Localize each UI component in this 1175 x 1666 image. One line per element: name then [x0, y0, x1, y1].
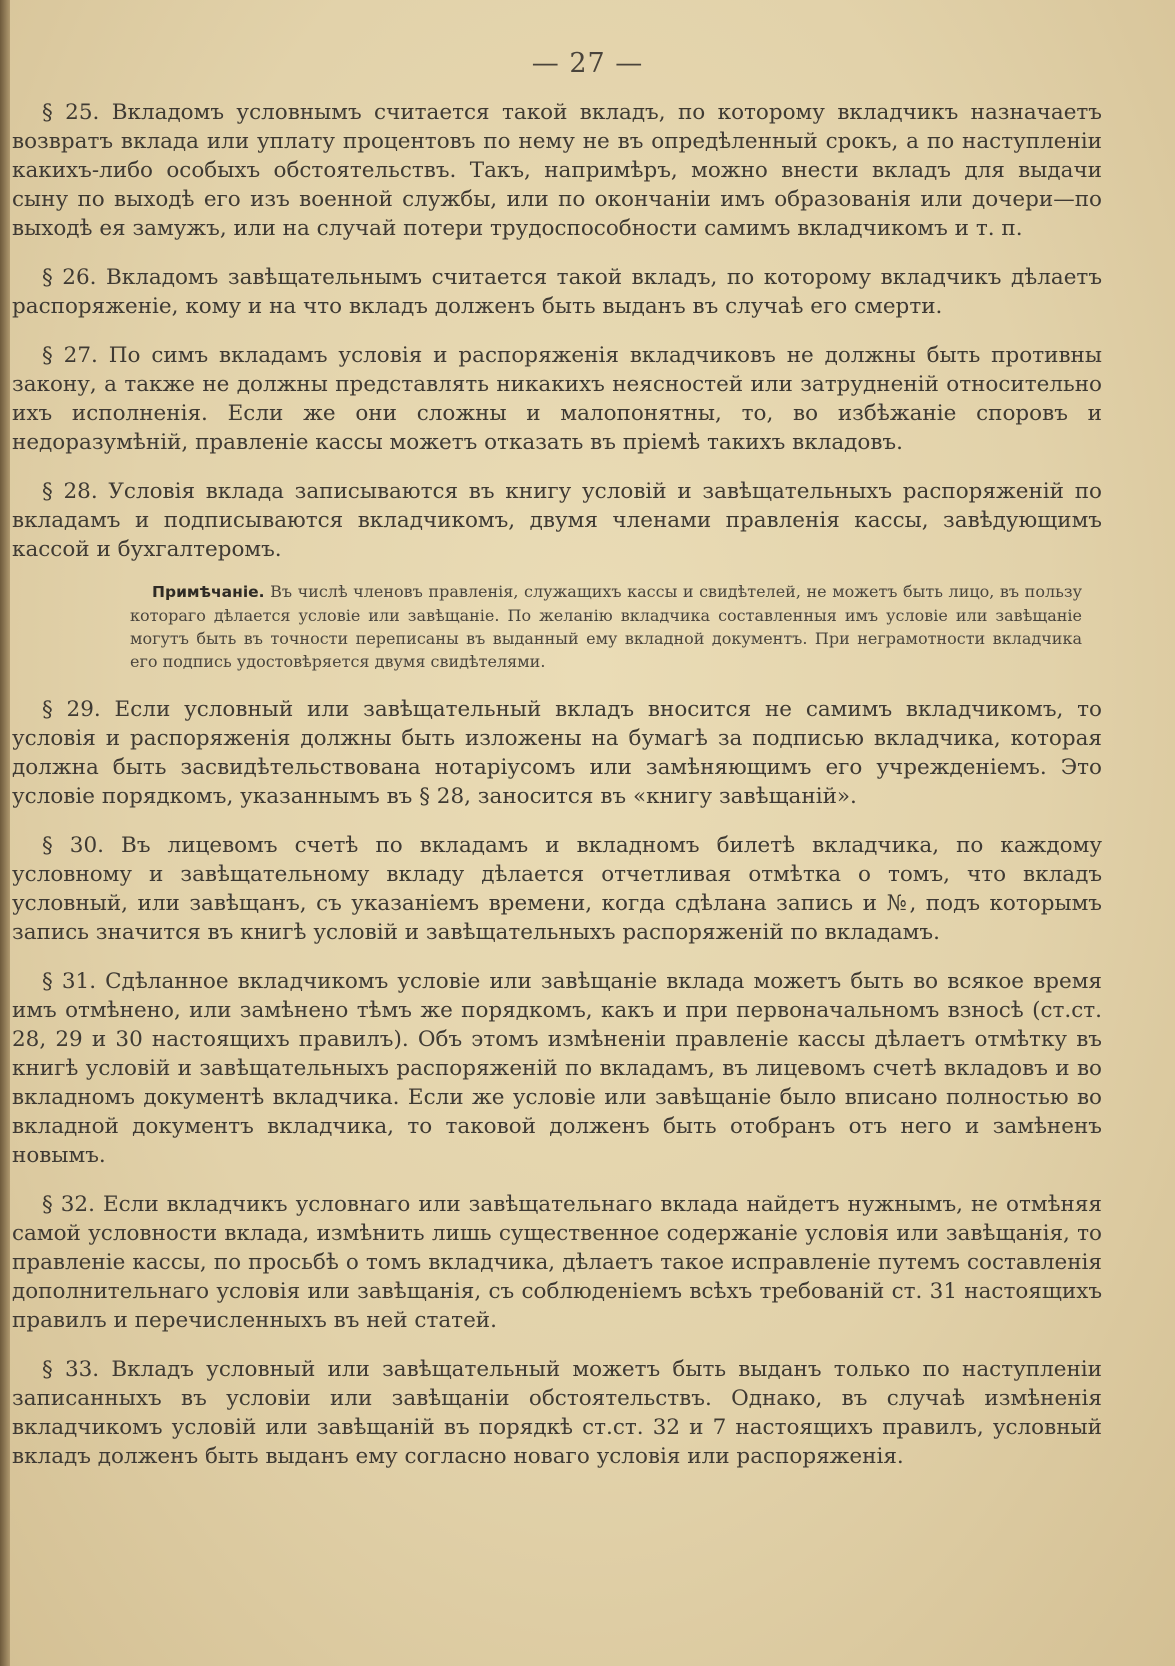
page-number: — 27 —	[531, 48, 644, 79]
paragraph-32: § 32. Если вкладчикъ условнаго или завѣщательнаго вклада найдетъ нужнымъ, не отмѣняя самой условности вклада, измѣнить лишь существенное содержаніе условія или завѣщанія, то правленіе кассы, по просьбѣ о томъ вкладчика, дѣлаетъ такое исправленіе путемъ составленія дополнительнаго условія или завѣщанія, съ соблюденіемъ всѣхъ требованій ст. 31 настоящихъ правилъ и перечисленныхъ въ ней статей.	[12, 1192, 1102, 1333]
note-text: Въ числѣ членовъ правленія, служащихъ кассы и свидѣтелей, не можетъ быть лицо, въ пользу котораго дѣлается условіе или завѣщаніе. По желанію вкладчика составленныя имъ условіе или завѣщаніе могутъ быть въ точности переписаны въ выданный ему вкладной документъ. При неграмотности вкладчика его подпись удостовѣряется двумя свидѣтелями.	[130, 582, 1082, 671]
paragraph-33: § 33. Вкладъ условный или завѣщательный можетъ быть выданъ только по наступленіи записанныхъ въ условіи или завѣщаніи обстоятельствъ. Однако, въ случаѣ измѣненія вкладчикомъ условій или завѣщаній въ порядкѣ ст.ст. 32 и 7 настоящихъ правилъ, условный вкладъ долженъ быть выданъ ему согласно новаго условія или распоряженія.	[12, 1357, 1102, 1469]
note-label: Примѣчаніе.	[152, 583, 265, 601]
note-block	[130, 580, 1082, 673]
book-spine-edge	[0, 0, 10, 1666]
paragraph-28: § 28. Условія вклада записываются въ книгу условій и завѣщательныхъ распоряженій по вкладамъ и подписываются вкладчикомъ, двумя членами правленія кассы, завѣдующимъ кассой и бухгалтеромъ.	[12, 479, 1102, 562]
paragraph-30: § 30. Въ лицевомъ счетѣ по вкладамъ и вкладномъ билетѣ вкладчика, по каждому условному и завѣщательному вкладу дѣлается отчетливая отмѣтка о томъ, что вкладъ условный, или завѣщанъ, съ указаніемъ времени, когда сдѣлана запись и №, подъ которымъ запись значится въ книгѣ условій и завѣщательныхъ распоряженій по вкладамъ.	[12, 833, 1102, 945]
paragraph-25: § 25. Вкладомъ условнымъ считается такой вкладъ, по которому вкладчикъ назначаетъ возвратъ вклада или уплату процентовъ по нему не въ опредѣленный срокъ, а по наступленіи какихъ-либо особыхъ обстоятельствъ. Такъ, напримѣръ, можно внести вкладъ для выдачи сыну по выходѣ его изъ военной службы, или по окончаніи имъ образованія или дочери—по выходѣ ея замужъ, или на случай потери трудоспособности самимъ вкладчикомъ и т. п.	[12, 100, 1102, 241]
paragraph-27: § 27. По симъ вкладамъ условія и распоряженія вкладчиковъ не должны быть противны закону, а также не должны представлять никакихъ неясностей или затрудненій относительно ихъ исполненія. Если же они сложны и малопонятны, то, во избѣжаніе споровъ и недоразумѣній, правленіе кассы можетъ отказать въ пріемѣ такихъ вкладовъ.	[12, 343, 1102, 455]
paragraph-26: § 26. Вкладомъ завѣщательнымъ считается такой вкладъ, по которому вкладчикъ дѣлаетъ распоряженіе, кому и на что вкладъ долженъ быть выданъ въ случаѣ его смерти.	[12, 265, 1102, 319]
paragraph-31: § 31. Сдѣланное вкладчикомъ условіе или завѣщаніе вклада можетъ быть во всякое время имъ отмѣнено, или замѣнено тѣмъ же порядкомъ, какъ и при первоначальномъ взносѣ (ст.ст. 28, 29 и 30 настоящихъ правилъ). Объ этомъ измѣненіи правленіе кассы дѣлаетъ отмѣтку въ книгѣ условій и завѣщательныхъ распоряженій по вкладамъ, въ лицевомъ счетѣ вкладовъ и во вкладномъ документѣ вкладчика. Если же условіе или завѣщаніе было вписано полностью во вкладной документъ вкладчика, то таковой долженъ быть отобранъ отъ него и замѣненъ новымъ.	[12, 969, 1102, 1168]
paragraph-29: § 29. Если условный или завѣщательный вкладъ вносится не самимъ вкладчикомъ, то условія и распоряженія должны быть изложены на бумагѣ за подписью вкладчика, которая должна быть засвидѣтельствована нотаріусомъ или замѣняющимъ его учрежденіемъ. Это условіе порядкомъ, указаннымъ въ § 28, заносится въ «книгу завѣщаній».	[12, 697, 1102, 809]
page-body	[12, 98, 1102, 1491]
